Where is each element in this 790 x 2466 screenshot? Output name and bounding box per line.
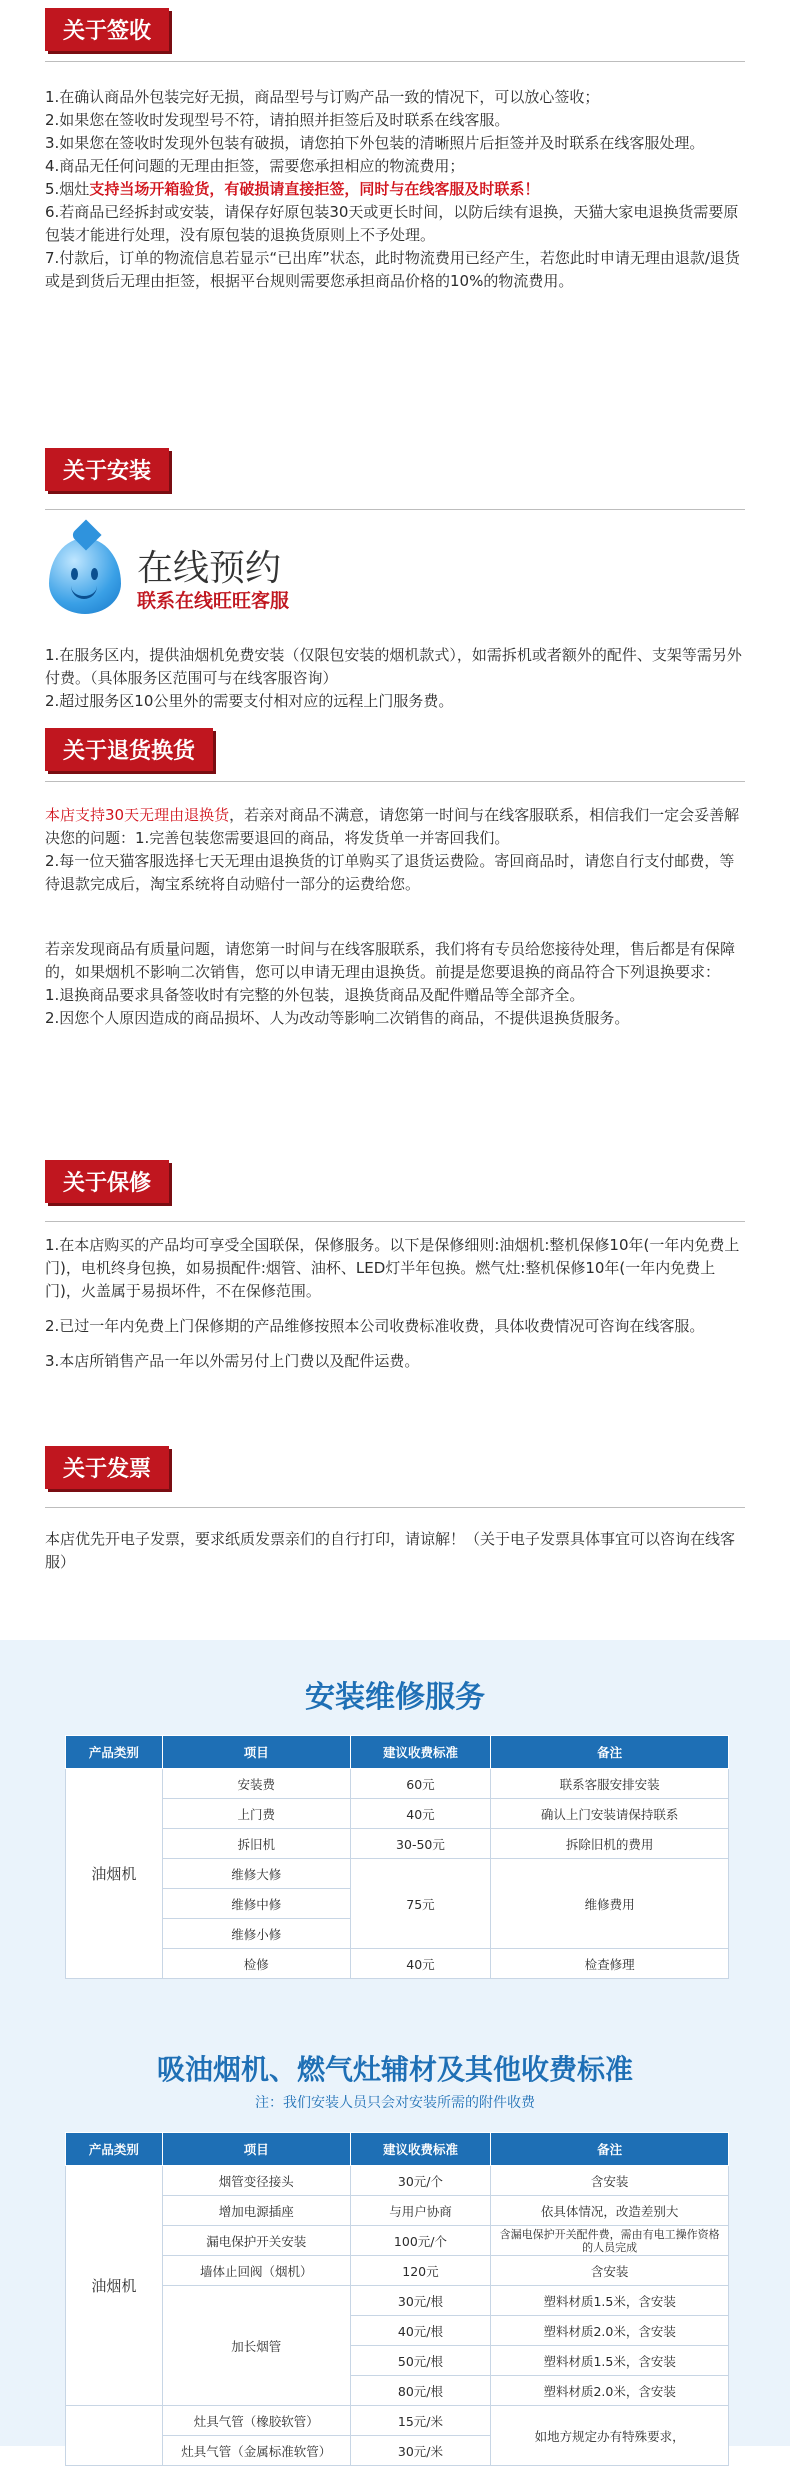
category-cell <box>66 2406 163 2466</box>
table-row: 维修大修 75元 维修费用 <box>66 1859 729 1889</box>
service-title: 安装维修服务 <box>305 1680 485 1715</box>
install-heading: 关于安装 <box>45 448 169 491</box>
table-row: 80元/根 塑料材质2.0米，含安装 <box>66 2376 729 2406</box>
sign-section <box>45 8 745 293</box>
install-line: 1.在服务区内，提供油烟机免费安装（仅限包安装的烟机款式），如需拆机或者额外的配件、支架等需另外付费。（具体服务区范围可与在线客服咨询） <box>45 646 742 687</box>
returns-req: 2.因您个人原因造成的商品损坏、人为改动等影响二次销售的商品，不提供退换货服务。 <box>45 1009 630 1027</box>
table-row: 维修小修 <box>66 1919 729 1949</box>
warranty-heading: 关于保修 <box>45 1160 169 1203</box>
returns-req: 1.退换商品要求具备签收时有完整的外包装，退换货商品及配件赠品等全部齐全。 <box>45 986 585 1004</box>
table-row: 维修中修 <box>66 1889 729 1919</box>
warranty-section <box>45 1160 745 1373</box>
service-table <box>65 1735 729 1979</box>
install-section <box>45 448 745 713</box>
table-row: 灶具气管（橡胶软管） 15元/米 如地方规定办有特殊要求， <box>66 2406 729 2436</box>
mascot-icon <box>49 538 121 614</box>
table-row: 40元/根 塑料材质2.0米，含安装 <box>66 2316 729 2346</box>
table-row: 灶具气管（金属标准软管） 30元/米 <box>66 2436 729 2466</box>
table-header: 产品类别 项目 建议收费标准 备注 <box>66 2133 729 2166</box>
table-row: 加长烟管 30元/根 塑料材质1.5米，含安装 <box>66 2286 729 2316</box>
install-line: 2.超过服务区10公里外的需要支付相对应的远程上门服务费。 <box>45 692 454 710</box>
returns-section <box>45 728 745 1030</box>
divider <box>45 61 745 62</box>
sign-line: 4.商品无任何问题的无理由拒签，需要您承担相应的物流费用； <box>45 157 465 175</box>
divider <box>45 1507 745 1508</box>
table-row: 拆旧机 30-50元 拆除旧机的费用 <box>66 1829 729 1859</box>
table-row: 检修 40元 检查修理 <box>66 1949 729 1979</box>
table-row: 油烟机 安装费 60元 联系客服安排安装 <box>66 1769 729 1799</box>
online-booking[interactable] <box>45 526 745 626</box>
category-cell: 油烟机 <box>66 1769 163 1979</box>
warranty-line: 2.已过一年内免费上门保修期的产品维修按照本公司收费标准收费，具体收费情况可咨询在线客服。 <box>45 1317 705 1335</box>
sign-line: 7.付款后，订单的物流信息若显示“已出库”状态，此时物流费用已经产生，若您此时申请无理由退款/退货或是到货后无理由拒签，根据平台规则需要您承担商品价格的10%的物流费用。 <box>45 249 740 290</box>
online-title: 在线预约 <box>137 548 282 589</box>
sign-line: 3.如果您在签收时发现外包装有破损，请您拍下外包装的清晰照片后拒签并及时联系在线客服处理。 <box>45 134 705 152</box>
sign-line: 2.如果您在签收时发现型号不符，请拍照并拒签后及时联系在线客服。 <box>45 111 510 129</box>
warranty-line: 3.本店所销售产品一年以外需另付上门费以及配件运费。 <box>45 1352 420 1370</box>
fees-title: 吸油烟机、燃气灶辅材及其他收费标准 <box>156 2053 633 2086</box>
sign-line-5: 5.烟灶支持当场开箱验货，有破损请直接拒签，同时与在线客服及时联系！ <box>45 180 540 198</box>
invoice-heading: 关于发票 <box>45 1446 169 1489</box>
returns-p2: 2.每一位天猫客服选择七天无理由退换货的订单购买了退货运费险。寄回商品时，请您自行支付邮费，等待退款完成后，淘宝系统将自动赔付一部分的运费给您。 <box>45 852 735 893</box>
sign-line: 1.在确认商品外包装完好无损，商品型号与订购产品一致的情况下，可以放心签收； <box>45 88 600 106</box>
online-subtitle: 联系在线旺旺客服 <box>137 590 290 612</box>
divider <box>45 1221 745 1222</box>
table-row: 墙体止回阀（烟机） 120元 含安装 <box>66 2256 729 2286</box>
table-row: 油烟机 烟管变径接头 30元/个 含安装 <box>66 2166 729 2196</box>
returns-heading: 关于退货换货 <box>45 728 213 771</box>
warranty-line: 1.在本店购买的产品均可享受全国联保，保修服务。以下是保修细则:油烟机:整机保修10年(一年内免费上门)，电机终身包换，如易损配件:烟管、油杯、LED灯半年包换。燃气灶:整机保修10年(一年内免费上门)，火盖属于易损坏件，不在保修范围。 <box>45 1236 740 1300</box>
table-row: 上门费 40元 确认上门安装请保持联系 <box>66 1799 729 1829</box>
category-cell: 油烟机 <box>66 2166 163 2406</box>
table-row: 漏电保护开关安装 100元/个 含漏电保护开关配件费，需由有电工操作资格的人员完成 <box>66 2226 729 2256</box>
table-row: 50元/根 塑料材质1.5米，含安装 <box>66 2346 729 2376</box>
service-panel <box>0 1640 790 2459</box>
returns-p1: 本店支持30天无理由退换货，若亲对商品不满意，请您第一时间与在线客服联系，相信我们一定会妥善解决您的问题：1.完善包装您需要退回的商品，将发货单一并寄回我们。 <box>45 806 740 847</box>
divider <box>45 781 745 782</box>
fees-note: 注：我们安装人员只会对安装所需的附件收费 <box>255 2095 535 2111</box>
sign-heading: 关于签收 <box>45 8 169 51</box>
table-header: 产品类别 项目 建议收费标准 备注 <box>66 1736 729 1769</box>
invoice-section <box>45 1446 745 1574</box>
fees-table <box>65 2132 729 2466</box>
divider <box>45 509 745 510</box>
invoice-text: 本店优先开电子发票，要求纸质发票亲们的自行打印，请谅解！（关于电子发票具体事宜可以咨询在线客服） <box>45 1530 736 1571</box>
returns-p3: 若亲发现商品有质量问题，请您第一时间与在线客服联系，我们将有专员给您接待处理，售后都是有保障的，如果烟机不影响二次销售，您可以申请无理由退换货。前提是您要退换的商品符合下列退换要求： <box>45 940 736 981</box>
table-row: 增加电源插座 与用户协商 依具体情况，改造差别大 <box>66 2196 729 2226</box>
sign-line: 6.若商品已经拆封或安装，请保存好原包装30天或更长时间，以防后续有退换，天猫大家电退换货需要原包装才能进行处理，没有原包装的退换货原则上不予处理。 <box>45 203 739 244</box>
